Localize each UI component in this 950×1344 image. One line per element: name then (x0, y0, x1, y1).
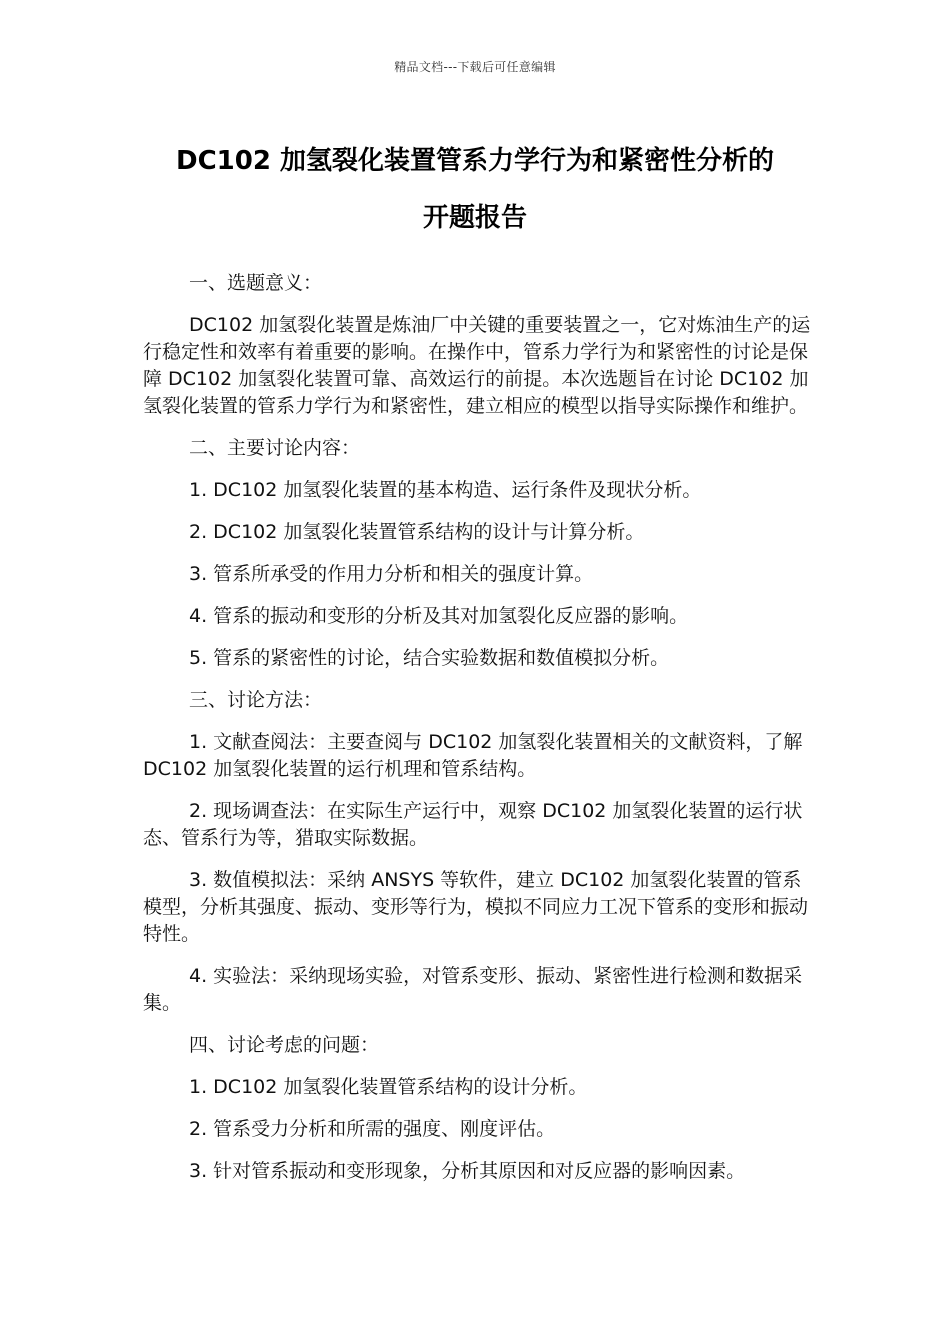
list-item: 3. 数值模拟法：采纳 ANSYS 等软件，建立 DC102 加氢裂化装置的管系模型，分析其强度、振动、变形等行为，模拟不同应力工况下管系的变形和振动特性。 (143, 869, 809, 945)
list-item: 2. DC102 加氢裂化装置管系结构的设计与计算分析。 (189, 521, 645, 543)
document-title-line-1: DC102 加氢裂化装置管系力学行为和紧密性分析的 (176, 146, 774, 176)
list-item: 4. 管系的振动和变形的分析及其对加氢裂化反应器的影响。 (189, 605, 689, 627)
document-title-line-2: 开题报告 (422, 203, 527, 233)
header-note: 精品文档---下载后可任意编辑 (394, 60, 556, 74)
document-body (143, 270, 811, 1200)
section-heading-issues: 四、讨论考虑的问题： (189, 1034, 380, 1056)
paragraph-significance: DC102 加氢裂化装置是炼油厂中关键的重要装置之一，它对炼油生产的运行稳定性和效率有着重要的影响。在操作中，管系力学行为和紧密性的讨论是保障 DC102 加氢裂化装置可靠、高效运行的前提。本次选题旨在讨论 DC102 加氢裂化装置的管系力学行为和紧密性，建立相应的模型以指导实际操作和维护。 (143, 314, 811, 417)
list-item: 5. 管系的紧密性的讨论，结合实验数据和数值模拟分析。 (189, 647, 670, 669)
list-item: 1. DC102 加氢裂化装置管系结构的设计分析。 (189, 1076, 588, 1098)
list-item: 1. 文献查阅法：主要查阅与 DC102 加氢裂化装置相关的文献资料，了解 DC102 加氢裂化装置的运行机理和管系结构。 (143, 731, 803, 780)
list-item: 3. 管系所承受的作用力分析和相关的强度计算。 (189, 563, 594, 585)
section-heading-content: 二、主要讨论内容： (189, 437, 361, 459)
section-heading-methods: 三、讨论方法： (189, 689, 323, 711)
list-item: 2. 现场调查法：在实际生产运行中，观察 DC102 加氢裂化装置的运行状态、管系行为等，猎取实际数据。 (143, 800, 803, 849)
list-item: 3. 针对管系振动和变形现象，分析其原因和对反应器的影响因素。 (189, 1160, 746, 1182)
list-item: 1. DC102 加氢裂化装置的基本构造、运行条件及现状分析。 (189, 479, 702, 501)
section-heading-significance: 一、选题意义： (189, 272, 323, 294)
list-item: 4. 实验法：采纳现场实验，对管系变形、振动、紧密性进行检测和数据采集。 (143, 965, 803, 1014)
list-item: 2. 管系受力分析和所需的强度、刚度评估。 (189, 1118, 556, 1140)
